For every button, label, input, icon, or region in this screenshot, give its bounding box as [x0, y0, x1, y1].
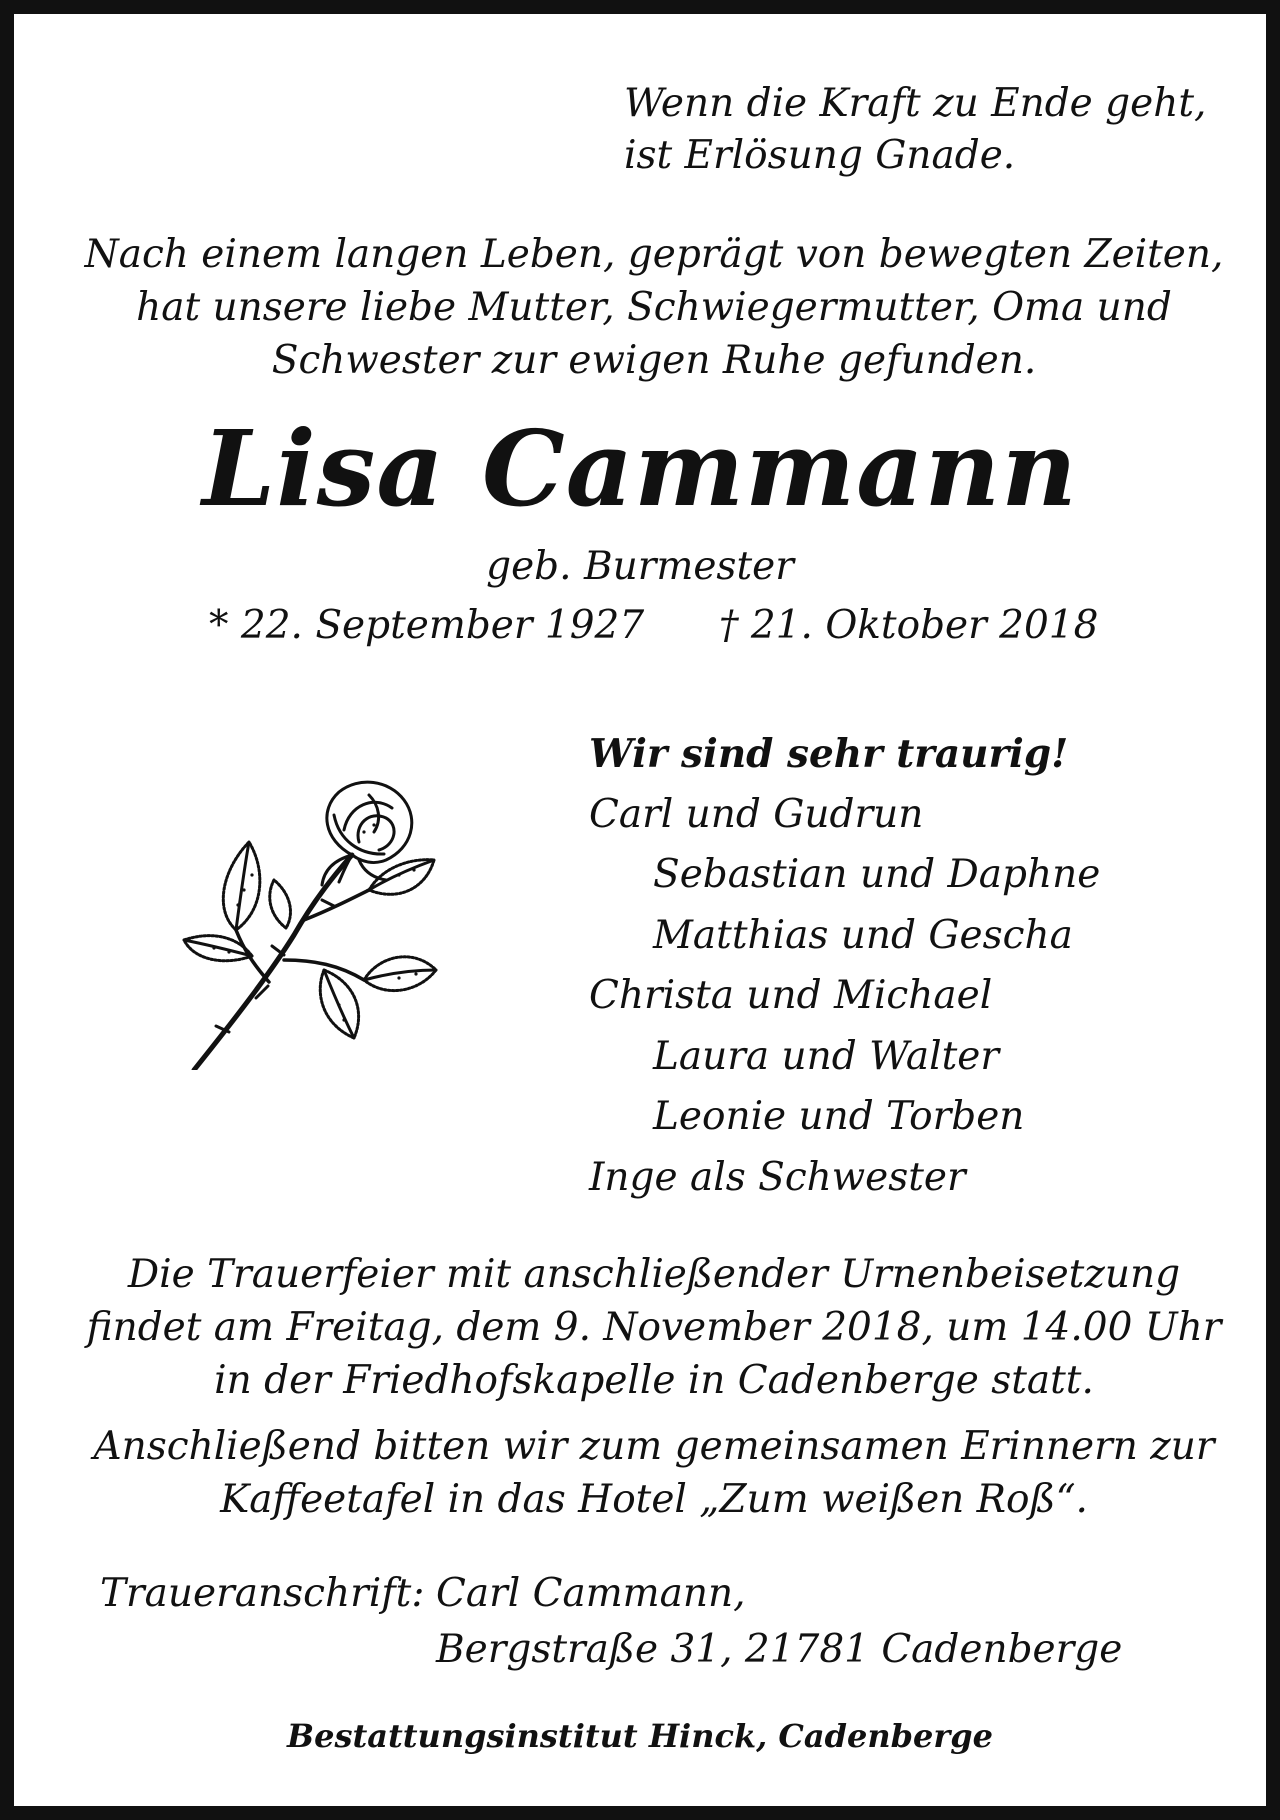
- ceremony-text: [84, 1248, 1224, 1407]
- list-item: Christa und Michael: [589, 973, 993, 1018]
- ceremony-line: findet am Freitag, dem 9. November 2018, um 14.00 Uhr: [86, 1305, 1222, 1350]
- reception-text: [84, 1420, 1224, 1526]
- reception-line: Anschließend bitten wir zum gemeinsamen Erinnern zur: [93, 1424, 1215, 1469]
- rose-icon: [174, 770, 474, 1070]
- list-item: Inge als Schwester: [589, 1154, 966, 1200]
- list-item: Sebastian und Daphne: [653, 852, 1101, 897]
- maiden-name: geb. Burmester: [486, 544, 794, 589]
- motto-line: ist Erlösung Gnade.: [624, 133, 1016, 178]
- intro-line: Nach einem langen Leben, geprägt von bewegten Zeiten,: [84, 232, 1224, 277]
- list-item: Laura und Walter: [653, 1033, 999, 1079]
- intro-text: [84, 228, 1224, 387]
- deceased-name: Lisa Cammann: [202, 407, 1078, 530]
- ceremony-line: Die Trauerfeier mit anschließender Urnenbeisetzung: [127, 1252, 1181, 1297]
- list-item: Matthias und Gescha: [653, 912, 1073, 958]
- mourners-heading: Wir sind sehr traurig!: [589, 731, 1069, 777]
- list-item: Carl und Gudrun: [589, 791, 924, 837]
- motto-verse: [624, 78, 1206, 182]
- address-name: Carl Cammann,: [436, 1571, 746, 1616]
- funeral-home: Bestattungsinstitut Hinck, Cadenberge: [287, 1717, 993, 1755]
- ceremony-line: in der Friedhofskapelle in Cadenberge statt.: [214, 1358, 1094, 1403]
- motto-line: Wenn die Kraft zu Ende geht,: [624, 81, 1207, 126]
- birth-date: * 22. September 1927: [209, 603, 645, 648]
- intro-line: hat unsere liebe Mutter, Schwiegermutter, Oma und: [136, 285, 1172, 330]
- mourners-list: [589, 724, 1209, 1208]
- list-item: Leonie und Torben: [653, 1094, 1025, 1139]
- address-label: Traueranschrift:: [100, 1571, 425, 1616]
- address-street: Bergstraße 31, 21781 Cadenberge: [436, 1627, 1123, 1672]
- condolence-address: [100, 1566, 1200, 1676]
- death-date: † 21. Oktober 2018: [719, 603, 1099, 648]
- reception-line: Kaffeetafel in das Hotel „Zum weißen Roß“.: [220, 1477, 1088, 1522]
- life-dates: [209, 600, 1109, 652]
- intro-line: Schwester zur ewigen Ruhe gefunden.: [271, 338, 1037, 383]
